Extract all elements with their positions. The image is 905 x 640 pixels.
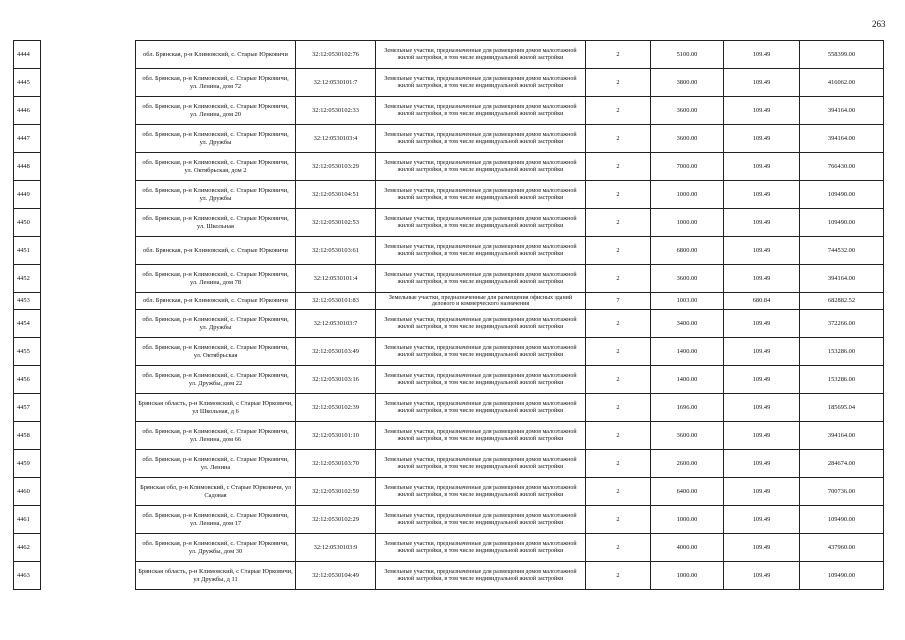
table-row [14,394,884,422]
row-number-cell: 4456 [14,366,41,394]
land-use-cell: Земельные участки, предназначенные для размещения домов малоэтажной жилой застройки, в том числе индивидуальной жилой застройки [376,69,586,97]
specific-value-cell: 680.84 [724,293,800,310]
cadastral-value-cell: 185695.04 [800,394,884,422]
group-cell: 2 [586,506,651,534]
cadastral-value-cell: 558399.00 [800,41,884,69]
cadastral-value-cell: 682882.52 [800,293,884,310]
cadastral-value-cell: 153286.00 [800,338,884,366]
area-cell: 1400.00 [651,338,724,366]
table-row [14,366,884,394]
address-cell: обл. Брянская, р-н Климовский, с. Старые Юрковичи [136,237,296,265]
cadastral-value-table [13,40,884,590]
area-cell: 2600.00 [651,450,724,478]
land-use-cell: Земельные участки, предназначенные для размещения домов малоэтажной жилой застройки, в том числе индивидуальной жилой застройки [376,209,586,237]
cadastral-value-cell: 372266.00 [800,310,884,338]
cadastral-value-cell: 394164.00 [800,97,884,125]
address-cell: обл. Брянская, р-н Климовский, с. Старые Юрковичи, ул. Дружбы, дом 22 [136,366,296,394]
specific-value-cell: 109.49 [724,450,800,478]
cadastral-value-cell: 109490.00 [800,506,884,534]
group-cell: 2 [586,394,651,422]
cadastral-value-cell: 744532.00 [800,237,884,265]
row-number-cell: 4457 [14,394,41,422]
cadastral-value-cell: 109490.00 [800,562,884,590]
cadastral-value-cell: 394164.00 [800,265,884,293]
cadastral-number-cell: 32:12:0530104:49 [296,562,376,590]
row-number-cell: 4448 [14,153,41,181]
area-cell: 1000.00 [651,181,724,209]
row-number-cell: 4450 [14,209,41,237]
specific-value-cell: 109.49 [724,478,800,506]
specific-value-cell: 109.49 [724,153,800,181]
table-row [14,338,884,366]
row-number-cell: 4455 [14,338,41,366]
specific-value-cell: 109.49 [724,506,800,534]
row-number-cell: 4445 [14,69,41,97]
address-cell: обл. Брянская, р-н Климовский, с. Старые Юрковичи, ул. Ленина [136,450,296,478]
area-cell: 1696.00 [651,394,724,422]
specific-value-cell: 109.49 [724,69,800,97]
row-number-cell: 4446 [14,97,41,125]
address-cell: Брянская область, р-н Климовский, с Старые Юрковичи, ул Школьная, д 6 [136,394,296,422]
group-cell: 2 [586,478,651,506]
address-cell: обл. Брянская, р-н Климовский, с. Старые Юрковичи, ул. Дружбы [136,310,296,338]
address-cell: обл. Брянская, р-н Климовский, с. Старые Юрковичи, ул. Октябрьская, дом 2 [136,153,296,181]
group-cell: 7 [586,293,651,310]
table-row [14,310,884,338]
cadastral-number-cell: 32:12:0530102:76 [296,41,376,69]
spacer-cell [41,41,136,69]
row-number-cell: 4452 [14,265,41,293]
group-cell: 2 [586,310,651,338]
cadastral-number-cell: 32:12:0530103:29 [296,153,376,181]
area-cell: 3400.00 [651,310,724,338]
cadastral-value-cell: 416062.00 [800,69,884,97]
address-cell: обл. Брянская, р-н Климовский, с. Старые Юрковичи, ул. Ленина, дом 20 [136,97,296,125]
land-use-cell: Земельные участки, предназначенные для размещения домов малоэтажной жилой застройки, в том числе индивидуальной жилой застройки [376,450,586,478]
cadastral-value-cell: 284674.00 [800,450,884,478]
spacer-cell [41,450,136,478]
specific-value-cell: 109.49 [724,265,800,293]
cadastral-number-cell: 32:12:0530102:53 [296,209,376,237]
row-number-cell: 4444 [14,41,41,69]
group-cell: 2 [586,562,651,590]
cadastral-number-cell: 32:12:0530102:29 [296,506,376,534]
address-cell: обл. Брянская, р-н Климовский, с. Старые Юрковичи, ул. Дружбы, дом 30 [136,534,296,562]
table-row [14,41,884,69]
area-cell: 6800.00 [651,237,724,265]
spacer-cell [41,534,136,562]
row-number-cell: 4451 [14,237,41,265]
address-cell: Брянская область, р-н Климовский, с Старые Юрковичи, ул Дружбы, д 11 [136,562,296,590]
table-row [14,237,884,265]
spacer-cell [41,338,136,366]
area-cell: 3800.00 [651,69,724,97]
area-cell: 1000.00 [651,209,724,237]
area-cell: 1000.00 [651,506,724,534]
address-cell: обл. Брянская, р-н Климовский, с. Старые Юрковичи, ул. Школьная [136,209,296,237]
table-row [14,209,884,237]
spacer-cell [41,394,136,422]
specific-value-cell: 109.49 [724,366,800,394]
spacer-cell [41,506,136,534]
specific-value-cell: 109.49 [724,97,800,125]
row-number-cell: 4460 [14,478,41,506]
group-cell: 2 [586,181,651,209]
cadastral-number-cell: 32:12:0530103:7 [296,310,376,338]
table-row [14,422,884,450]
table-row [14,265,884,293]
land-use-cell: Земельные участки, предназначенные для размещения домов малоэтажной жилой застройки, в том числе индивидуальной жилой застройки [376,422,586,450]
group-cell: 2 [586,265,651,293]
spacer-cell [41,265,136,293]
specific-value-cell: 109.49 [724,209,800,237]
cadastral-number-cell: 32:12:0530103:16 [296,366,376,394]
area-cell: 7000.00 [651,153,724,181]
spacer-cell [41,562,136,590]
row-number-cell: 4449 [14,181,41,209]
land-use-cell: Земельные участки, предназначенные для размещения домов малоэтажной жилой застройки, в том числе индивидуальной жилой застройки [376,125,586,153]
address-cell: обл. Брянская, р-н Климовский, с. Старые Юрковичи, ул. Ленина, дом 72 [136,69,296,97]
cadastral-number-cell: 32:12:0530103:4 [296,125,376,153]
cadastral-value-cell: 437960.00 [800,534,884,562]
specific-value-cell: 109.49 [724,41,800,69]
land-use-cell: Земельные участки, предназначенные для размещения домов малоэтажной жилой застройки, в том числе индивидуальной жилой застройки [376,97,586,125]
area-cell: 1400.00 [651,366,724,394]
area-cell: 5100.00 [651,41,724,69]
spacer-cell [41,478,136,506]
area-cell: 3600.00 [651,97,724,125]
table-row [14,97,884,125]
cadastral-number-cell: 32:12:0530101:10 [296,422,376,450]
group-cell: 2 [586,153,651,181]
spacer-cell [41,422,136,450]
row-number-cell: 4459 [14,450,41,478]
cadastral-value-cell: 394164.00 [800,125,884,153]
land-use-cell: Земельные участки, предназначенные для размещения домов малоэтажной жилой застройки, в том числе индивидуальной жилой застройки [376,562,586,590]
group-cell: 2 [586,69,651,97]
specific-value-cell: 109.49 [724,237,800,265]
group-cell: 2 [586,450,651,478]
table-row [14,125,884,153]
cadastral-value-cell: 109490.00 [800,181,884,209]
spacer-cell [41,209,136,237]
group-cell: 2 [586,338,651,366]
spacer-cell [41,125,136,153]
group-cell: 2 [586,97,651,125]
land-use-cell: Земельные участки, предназначенные для размещения домов малоэтажной жилой застройки, в том числе индивидуальной жилой застройки [376,310,586,338]
specific-value-cell: 109.49 [724,338,800,366]
cadastral-value-cell: 109490.00 [800,209,884,237]
spacer-cell [41,293,136,310]
row-number-cell: 4447 [14,125,41,153]
land-use-cell: Земельные участки, предназначенные для размещения домов малоэтажной жилой застройки, в том числе индивидуальной жилой застройки [376,153,586,181]
cadastral-value-cell: 153286.00 [800,366,884,394]
cadastral-number-cell: 32:12:0530102:59 [296,478,376,506]
land-use-cell: Земельные участки, предназначенные для размещения домов малоэтажной жилой застройки, в том числе индивидуальной жилой застройки [376,394,586,422]
cadastral-number-cell: 32:12:0530103:61 [296,237,376,265]
specific-value-cell: 109.49 [724,562,800,590]
land-use-cell: Земельные участки, предназначенные для размещения домов малоэтажной жилой застройки, в том числе индивидуальной жилой застройки [376,338,586,366]
specific-value-cell: 109.49 [724,181,800,209]
specific-value-cell: 109.49 [724,534,800,562]
cadastral-number-cell: 32:12:0530103:49 [296,338,376,366]
table-row [14,506,884,534]
land-use-cell: Земельные участки, предназначенные для размещения офисных зданий делового и коммерческого назначения [376,293,586,310]
row-number-cell: 4462 [14,534,41,562]
address-cell: обл. Брянская, р-н Климовский, с. Старые Юрковичи, ул. Ленина, дом 17 [136,506,296,534]
address-cell: обл. Брянская, р-н Климовский, с. Старые Юрковичи, ул. Октябрьская [136,338,296,366]
area-cell: 1000.00 [651,562,724,590]
address-cell: обл. Брянская, р-н Климовский, с. Старые Юрковичи [136,41,296,69]
page-number: 263 [872,19,886,29]
cadastral-number-cell: 32:12:0530101:7 [296,69,376,97]
cadastral-number-cell: 32:12:0530101:83 [296,293,376,310]
specific-value-cell: 109.49 [724,125,800,153]
spacer-cell [41,181,136,209]
group-cell: 2 [586,125,651,153]
row-number-cell: 4463 [14,562,41,590]
row-number-cell: 4458 [14,422,41,450]
table-row [14,534,884,562]
cadastral-value-cell: 394164.00 [800,422,884,450]
land-use-cell: Земельные участки, предназначенные для размещения домов малоэтажной жилой застройки, в том числе индивидуальной жилой застройки [376,41,586,69]
specific-value-cell: 109.49 [724,394,800,422]
table-row [14,181,884,209]
table-row [14,450,884,478]
area-cell: 3600.00 [651,422,724,450]
area-cell: 1003.00 [651,293,724,310]
table-row [14,562,884,590]
area-cell: 6400.00 [651,478,724,506]
spacer-cell [41,153,136,181]
table-row [14,478,884,506]
cadastral-number-cell: 32:12:0530102:39 [296,394,376,422]
cadastral-value-cell: 700736.00 [800,478,884,506]
row-number-cell: 4461 [14,506,41,534]
row-number-cell: 4454 [14,310,41,338]
table-row [14,293,884,310]
cadastral-number-cell: 32:12:0530101:4 [296,265,376,293]
area-cell: 4000.00 [651,534,724,562]
address-cell: обл. Брянская, р-н Климовский, с. Старые Юрковичи, ул. Ленина, дом 66 [136,422,296,450]
address-cell: обл. Брянская, р-н Климовский, с. Старые Юрковичи, ул. Ленина, дом 78 [136,265,296,293]
cadastral-number-cell: 32:12:0530103:9 [296,534,376,562]
land-use-cell: Земельные участки, предназначенные для размещения домов малоэтажной жилой застройки, в том числе индивидуальной жилой застройки [376,506,586,534]
group-cell: 2 [586,41,651,69]
land-use-cell: Земельные участки, предназначенные для размещения домов малоэтажной жилой застройки, в том числе индивидуальной жилой застройки [376,237,586,265]
land-use-cell: Земельные участки, предназначенные для размещения домов малоэтажной жилой застройки, в том числе индивидуальной жилой застройки [376,181,586,209]
group-cell: 2 [586,209,651,237]
table-row [14,69,884,97]
cadastral-number-cell: 32:12:0530102:33 [296,97,376,125]
spacer-cell [41,237,136,265]
spacer-cell [41,97,136,125]
specific-value-cell: 109.49 [724,422,800,450]
row-number-cell: 4453 [14,293,41,310]
land-use-cell: Земельные участки, предназначенные для размещения домов малоэтажной жилой застройки, в том числе индивидуальной жилой застройки [376,534,586,562]
address-cell: обл. Брянская, р-н Климовский, с. Старые Юрковичи, ул. Дружбы [136,125,296,153]
group-cell: 2 [586,422,651,450]
spacer-cell [41,69,136,97]
land-use-cell: Земельные участки, предназначенные для размещения домов малоэтажной жилой застройки, в том числе индивидуальной жилой застройки [376,478,586,506]
address-cell: Брянская обл, р-н Климовский, с Старые Юрковичи, ул Садовая [136,478,296,506]
land-use-cell: Земельные участки, предназначенные для размещения домов малоэтажной жилой застройки, в том числе индивидуальной жилой застройки [376,366,586,394]
area-cell: 3600.00 [651,265,724,293]
spacer-cell [41,310,136,338]
address-cell: обл. Брянская, р-н Климовский, с. Старые Юрковичи, ул. Дружбы [136,181,296,209]
specific-value-cell: 109.49 [724,310,800,338]
cadastral-number-cell: 32:12:0530103:70 [296,450,376,478]
spacer-cell [41,366,136,394]
area-cell: 3600.00 [651,125,724,153]
table-body [14,41,884,590]
cadastral-value-cell: 766430.00 [800,153,884,181]
table-row [14,153,884,181]
cadastral-number-cell: 32:12:0530104:51 [296,181,376,209]
land-use-cell: Земельные участки, предназначенные для размещения домов малоэтажной жилой застройки, в том числе индивидуальной жилой застройки [376,265,586,293]
group-cell: 2 [586,534,651,562]
group-cell: 2 [586,237,651,265]
address-cell: обл. Брянская, р-н Климовский, с. Старые Юрковичи [136,293,296,310]
group-cell: 2 [586,366,651,394]
